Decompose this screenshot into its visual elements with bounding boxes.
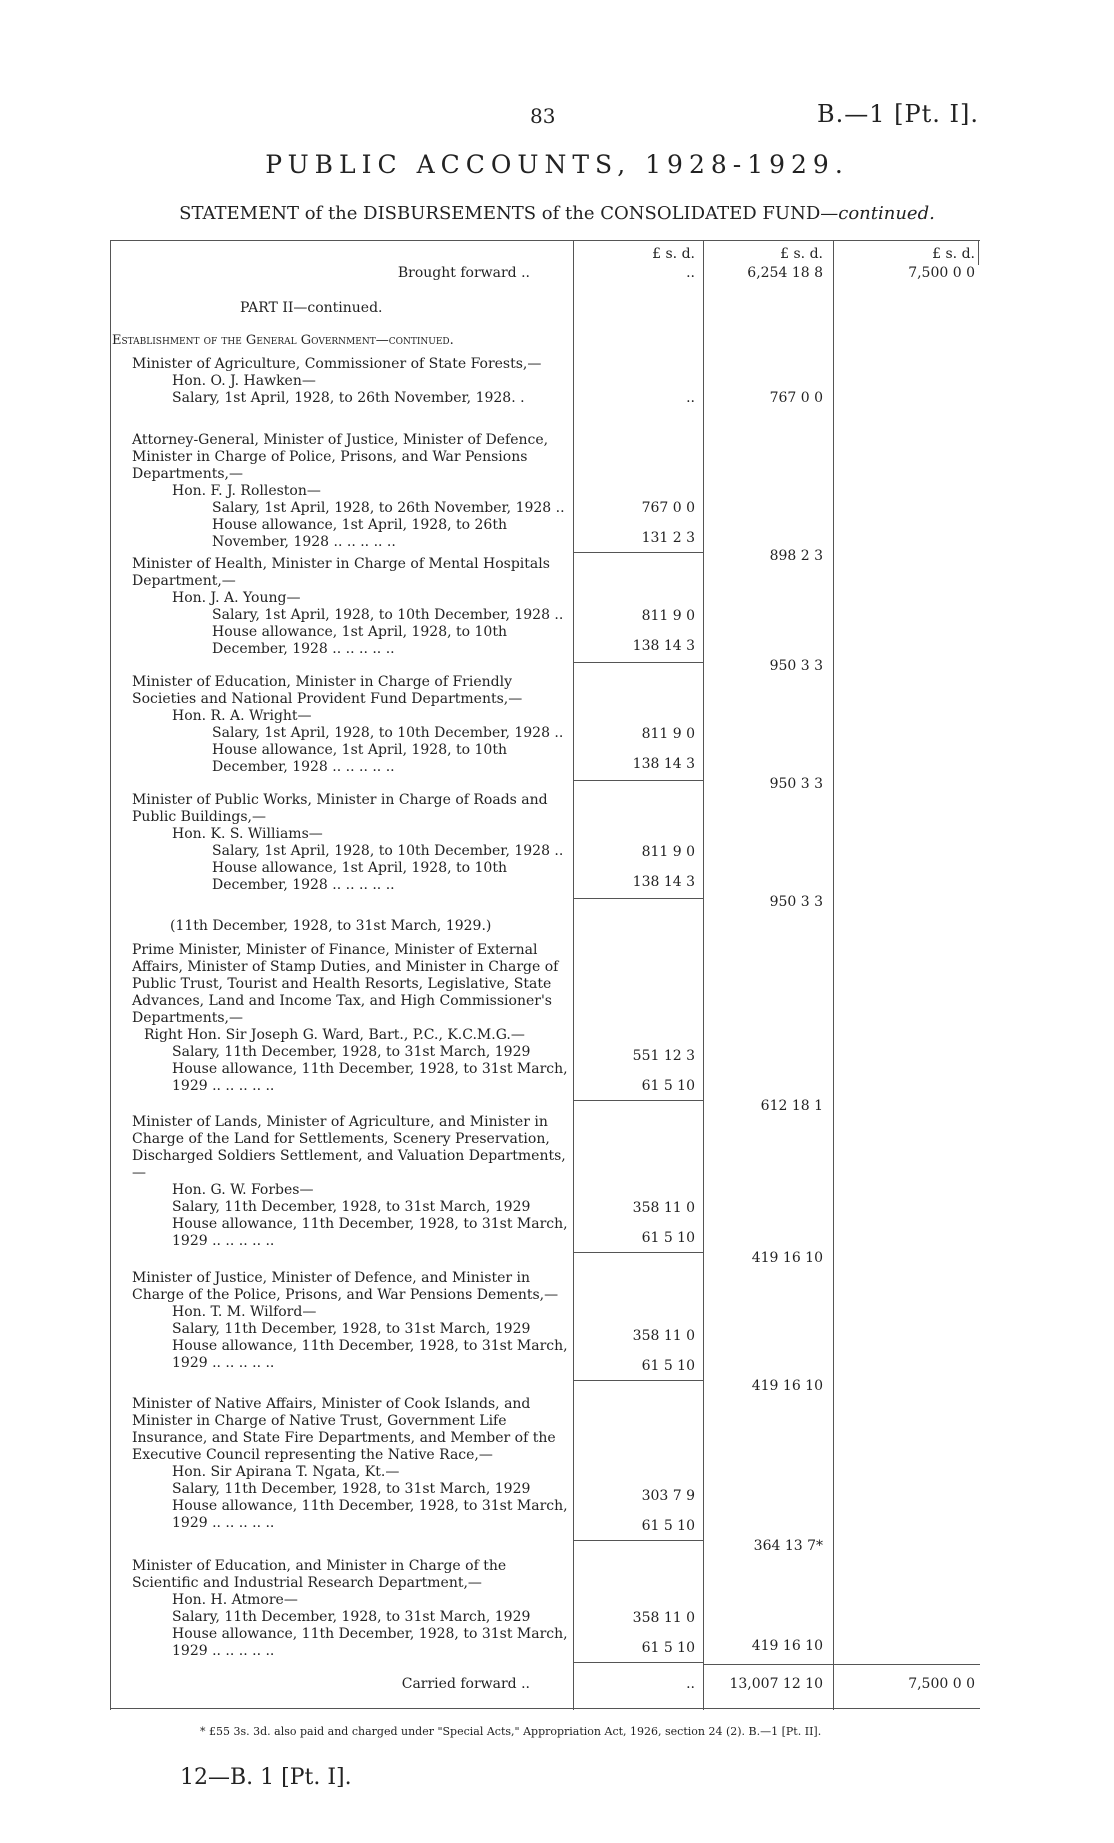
entry-amount: 138 14 3 (632, 874, 695, 890)
entry-rolleston (120, 432, 570, 551)
entry-person: Hon. F. J. Rolleston— (172, 483, 321, 499)
entry-williams (120, 792, 570, 894)
entry-ward (120, 942, 570, 1095)
entry-amount: 811 9 0 (641, 726, 695, 742)
entry-amount: 61 5 10 (641, 1640, 695, 1656)
entry-title: Minister of Health, Minister in Charge of Mental Hospitals Department,— (132, 556, 550, 589)
entry-title: Minister of Native Affairs, Minister of Cook Islands, and Minister in Charge of Native Trust, Government Life Insurance, and State Fire Departments, and Member of the Executive Council representing the Native Race,— (132, 1396, 556, 1463)
entry-title: Minister of Agriculture, Commissioner of State Forests,— (132, 356, 542, 372)
brought-forward-c3: 7,500 0 0 (908, 265, 975, 281)
brought-forward-c1: .. (686, 265, 695, 281)
entry-title: Minister of Education, and Minister in Charge of the Scientific and Industrial Research Department,— (132, 1558, 507, 1591)
entry-total: 612 18 1 (760, 1098, 823, 1114)
carried-forward-label: Carried forward .. (401, 1676, 530, 1692)
entry-line: House allowance, 11th December, 1928, to 31st March, 1929 .. .. .. .. .. (172, 1338, 568, 1371)
entry-line: House allowance, 1st April, 1928, to 10th December, 1928 .. .. .. .. .. (212, 742, 507, 775)
entry-amount: 358 11 0 (632, 1610, 695, 1626)
entry-title: Prime Minister, Minister of Finance, Minister of External Affairs, Minister of Stamp Duties, and Minister in Charge of Public Trust, Tourist and Health Resorts, Legislative, State Advances, Land and Income Tax, and High Commissioner's Departments,— (132, 942, 559, 1026)
entry-amount: 138 14 3 (632, 638, 695, 654)
entry-wright (120, 674, 570, 776)
entry-amount: 61 5 10 (641, 1230, 695, 1246)
entry-hawken (120, 356, 570, 407)
carried-forward-c3: 7,500 0 0 (908, 1676, 975, 1692)
entry-ngata (120, 1396, 570, 1532)
footnote: * £55 3s. 3d. also paid and charged under "Special Acts," Appropriation Act, 1926, section 24 (2). B.—1 [Pt. II]. (200, 1725, 822, 1738)
entry-person: Hon. Sir Apirana T. Ngata, Kt.— (172, 1464, 400, 1480)
entry-total: 364 13 7* (753, 1538, 823, 1554)
entry-amount: 61 5 10 (641, 1518, 695, 1534)
entry-person: Hon. J. A. Young— (172, 590, 301, 606)
entry-amount: 811 9 0 (641, 844, 695, 860)
entry-total: 767 0 0 (769, 390, 823, 406)
entry-total: 950 3 3 (769, 658, 823, 674)
col1-header: £ s. d. (652, 246, 695, 262)
entry-amount: 358 11 0 (632, 1200, 695, 1216)
entry-total: 950 3 3 (769, 776, 823, 792)
entry-line: Salary, 11th December, 1928, to 31st March, 1929 (172, 1609, 531, 1625)
entry-amount: 358 11 0 (632, 1328, 695, 1344)
entry-amount: 61 5 10 (641, 1358, 695, 1374)
entry-total: 898 2 3 (769, 548, 823, 564)
entry-person: Hon. H. Atmore— (172, 1592, 298, 1608)
entry-total: 419 16 10 (751, 1638, 823, 1654)
entry-line: House allowance, 11th December, 1928, to 31st March, 1929 .. .. .. .. .. (172, 1216, 568, 1249)
period-heading: (11th December, 1928, to 31st March, 1929.) (170, 918, 492, 934)
entry-total: 419 16 10 (751, 1378, 823, 1394)
entry-forbes (120, 1114, 570, 1250)
disbursement-table (110, 240, 980, 1710)
entry-amount: 138 14 3 (632, 756, 695, 772)
entry-line: Salary, 1st April, 1928, to 10th December, 1928 .. (212, 725, 564, 741)
entry-title: Minister of Public Works, Minister in Charge of Roads and Public Buildings,— (132, 792, 548, 825)
entry-line: Salary, 1st April, 1928, to 26th November, 1928 .. (212, 500, 565, 516)
entry-line: House allowance, 11th December, 1928, to 31st March, 1929 .. .. .. .. .. (172, 1626, 568, 1659)
entry-atmore (120, 1558, 570, 1660)
bottom-reference: 12—B. 1 [Pt. I]. (180, 1765, 352, 1790)
col3-header: £ s. d. (932, 246, 975, 262)
entry-person: Hon. K. S. Williams— (172, 826, 323, 842)
page-title: PUBLIC ACCOUNTS, 1928-1929. (265, 150, 849, 179)
entry-person: Right Hon. Sir Joseph G. Ward, Bart., P.C., K.C.M.G.— (144, 1027, 525, 1043)
brought-forward-label: Brought forward .. (397, 265, 530, 281)
entry-title: Minister of Lands, Minister of Agriculture, and Minister in Charge of the Land for Settlements, Scenery Preservation, Discharged Soldiers Settlement, and Valuation Departments,— (132, 1114, 566, 1181)
entry-person: Hon. G. W. Forbes— (172, 1182, 314, 1198)
entry-person: Hon. R. A. Wright— (172, 708, 312, 724)
entry-line: Salary, 11th December, 1928, to 31st March, 1929 (172, 1044, 531, 1060)
entry-person: Hon. T. M. Wilford— (172, 1304, 317, 1320)
entry-total: 950 3 3 (769, 894, 823, 910)
entry-amount: 303 7 9 (641, 1488, 695, 1504)
entry-amount: 551 12 3 (632, 1048, 695, 1064)
brought-forward-c2: 6,254 18 8 (747, 265, 823, 281)
entry-person: Hon. O. J. Hawken— (172, 373, 316, 389)
page-subtitle (0, 203, 1114, 224)
entry-title: Attorney-General, Minister of Justice, Minister of Defence, Minister in Charge of Police, Prisons, and War Pensions Departments,— (132, 432, 549, 482)
entry-amount: 61 5 10 (641, 1078, 695, 1094)
entry-line: House allowance, 1st April, 1928, to 26th November, 1928 .. .. .. .. .. (212, 517, 507, 550)
entry-total: 419 16 10 (751, 1250, 823, 1266)
entry-line: Salary, 11th December, 1928, to 31st March, 1929 (172, 1321, 531, 1337)
page-number: 83 (530, 104, 556, 128)
subtitle-main: STATEMENT of the DISBURSEMENTS of the CONSOLIDATED FUND— (179, 203, 839, 224)
entry-amount: .. (686, 390, 695, 406)
entry-line: House allowance, 11th December, 1928, to 31st March, 1929 .. .. .. .. .. (172, 1498, 568, 1531)
entry-amount: 811 9 0 (641, 608, 695, 624)
document-reference: B.—1 [Pt. I]. (816, 100, 979, 128)
entry-line: Salary, 11th December, 1928, to 31st March, 1929 (172, 1199, 531, 1215)
entry-amount: 131 2 3 (641, 530, 695, 546)
entry-line: Salary, 11th December, 1928, to 31st March, 1929 (172, 1481, 531, 1497)
part-heading: PART II—continued. (240, 300, 383, 316)
entry-line: House allowance, 11th December, 1928, to 31st March, 1929 .. .. .. .. .. (172, 1061, 568, 1094)
entry-young (120, 556, 570, 658)
entry-wilford (120, 1270, 570, 1372)
subtitle-continued: continued. (838, 203, 935, 224)
entry-title: Minister of Education, Minister in Charge of Friendly Societies and National Provident Fund Departments,— (132, 674, 523, 707)
entry-amount: 767 0 0 (641, 500, 695, 516)
entry-line: House allowance, 1st April, 1928, to 10th December, 1928 .. .. .. .. .. (212, 624, 507, 657)
carried-forward-c1: .. (686, 1676, 695, 1692)
col2-header: £ s. d. (780, 246, 823, 262)
entry-line: Salary, 1st April, 1928, to 10th December, 1928 .. (212, 843, 564, 859)
entry-line: House allowance, 1st April, 1928, to 10th December, 1928 .. .. .. .. .. (212, 860, 507, 893)
entry-title: Minister of Justice, Minister of Defence, and Minister in Charge of the Police, Prisons, and War Pensions Dements,— (132, 1270, 559, 1303)
carried-forward-c2: 13,007 12 10 (729, 1676, 823, 1692)
entry-line: Salary, 1st April, 1928, to 10th December, 1928 .. (212, 607, 564, 623)
section-heading: Establishment of the General Government—continued. (112, 333, 454, 348)
entry-line: Salary, 1st April, 1928, to 26th November, 1928. . (172, 390, 525, 406)
